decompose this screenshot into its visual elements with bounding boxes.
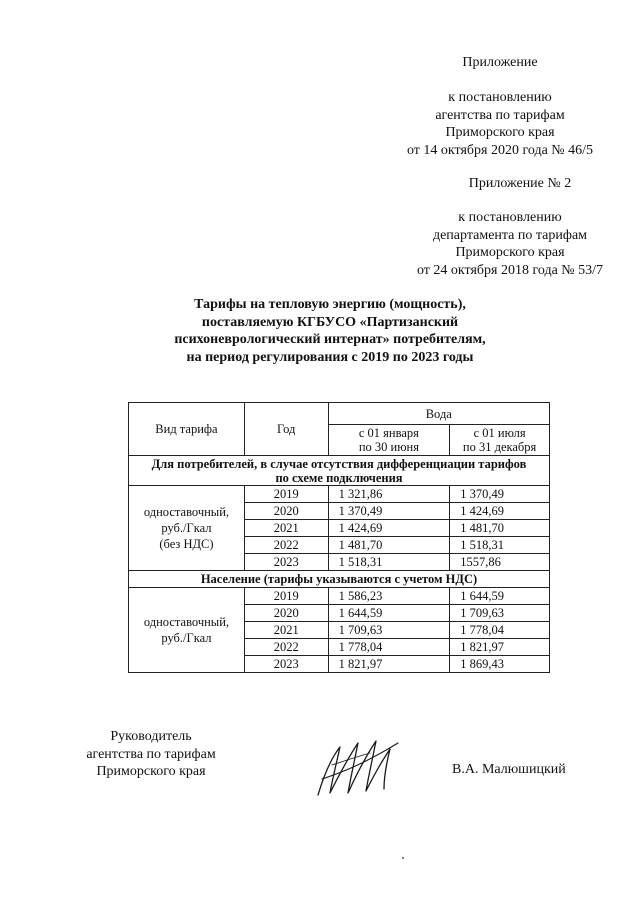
section-population: Население (тарифы указываются с учетом НДС) (129, 571, 550, 588)
row-tariff-second-half: 1 709,63 (450, 605, 550, 622)
appendix-heading-block (420, 54, 580, 72)
appendix-reference-block (390, 89, 610, 159)
row-tariff-second-half: 1 424,69 (450, 503, 550, 520)
row-tariff-first-half: 1 424,69 (328, 520, 450, 537)
header-water: Вода (328, 403, 549, 425)
row-tariff-second-half: 1 778,04 (450, 622, 550, 639)
title-line: поставляемую КГБУСО «Партизанский (201, 314, 459, 330)
handwritten-signature (310, 735, 410, 801)
appendix2-ref-line: к постановлению (458, 210, 562, 225)
row-year: 2020 (244, 503, 328, 520)
appendix2-heading: Приложение № 2 (468, 176, 572, 191)
section2-tariff-type (129, 588, 245, 673)
document-title (100, 296, 560, 366)
appendix-ref-line: к постановлению (448, 90, 552, 105)
row-tariff-first-half: 1 586,23 (328, 588, 450, 605)
title-line: на период регулирования с 2019 по 2023 годы (186, 349, 474, 365)
row-tariff-second-half: 1 518,31 (450, 537, 550, 554)
section2-tariff-line1: одноставочный, (143, 615, 230, 629)
appendix-heading: Приложение (462, 55, 538, 70)
row-tariff-first-half: 1 644,59 (328, 605, 450, 622)
appendix-ref-date: от 14 октября 2020 года № 46/5 (406, 142, 594, 158)
appendix2-reference-block (390, 209, 630, 279)
row-year: 2022 (244, 639, 328, 656)
row-tariff-first-half: 1 321,86 (328, 486, 450, 503)
table-row (129, 588, 550, 605)
row-year: 2020 (244, 605, 328, 622)
row-tariff-first-half: 1 370,49 (328, 503, 450, 520)
row-year: 2021 (244, 520, 328, 537)
appendix-ref-line: агентства по тарифам (435, 107, 565, 123)
table-row (129, 486, 550, 503)
signatory-position-line: агентства по тарифам (86, 746, 216, 762)
header-period1-line1: с 01 января (358, 426, 419, 440)
header-year: Год (244, 403, 328, 456)
row-year: 2021 (244, 622, 328, 639)
scan-speck (402, 857, 404, 859)
section2-tariff-line2: руб./Гкал (161, 631, 212, 645)
row-tariff-first-half: 1 481,70 (328, 537, 450, 554)
row-tariff-first-half: 1 518,31 (328, 554, 450, 571)
appendix-ref-line: Приморского края (445, 125, 555, 140)
row-year: 2023 (244, 554, 328, 571)
appendix2-ref-line: департамента по тарифам (432, 227, 588, 243)
row-tariff-second-half: 1 644,59 (450, 588, 550, 605)
row-tariff-second-half: 1 370,49 (450, 486, 550, 503)
row-year: 2023 (244, 656, 328, 673)
header-period1-line2: по 30 июня (358, 440, 419, 454)
appendix2-ref-line: Приморского края (455, 245, 565, 260)
appendix2-ref-date: от 24 октября 2018 года № 53/7 (416, 262, 604, 278)
row-year: 2019 (244, 588, 328, 605)
row-tariff-first-half: 1 778,04 (328, 639, 450, 656)
row-tariff-first-half: 1 821,97 (328, 656, 450, 673)
header-period2-line2: по 31 декабря (462, 440, 537, 454)
appendix2-heading-block (420, 175, 620, 193)
tariff-table (128, 402, 550, 673)
section1-tariff-line3: (без НДС) (159, 537, 214, 551)
title-line: психоневрологический интернат» потребителям, (174, 332, 486, 347)
header-period-second-half (450, 425, 550, 456)
section1-tariff-line1: одноставочный, (143, 505, 230, 519)
section1-tariff-line2: руб./Гкал (161, 521, 212, 535)
row-tariff-second-half: 1 821,97 (450, 639, 550, 656)
section1-title-line1: Для потребителей, в случае отсутствия дифференциации тарифов (151, 456, 527, 471)
signatory-position (58, 728, 244, 781)
signatory-position-line: Приморского края (96, 764, 206, 779)
row-tariff-first-half: 1 709,63 (328, 622, 450, 639)
signatory-position-line: Руководитель (110, 729, 192, 744)
signatory-name: В.А. Малюшицкий (452, 762, 566, 777)
header-period-first-half (328, 425, 450, 456)
section1-title-line2: по схеме подключения (275, 470, 403, 485)
row-tariff-second-half: 1 869,43 (450, 656, 550, 673)
header-period2-line1: с 01 июля (473, 426, 526, 440)
title-line: Тарифы на тепловую энергию (мощность), (194, 297, 466, 312)
header-tariff-type: Вид тарифа (129, 403, 245, 456)
row-tariff-second-half: 1557,86 (450, 554, 550, 571)
row-year: 2019 (244, 486, 328, 503)
row-tariff-second-half: 1 481,70 (450, 520, 550, 537)
section-general-consumers (129, 456, 550, 486)
section1-tariff-type (129, 486, 245, 571)
row-year: 2022 (244, 537, 328, 554)
